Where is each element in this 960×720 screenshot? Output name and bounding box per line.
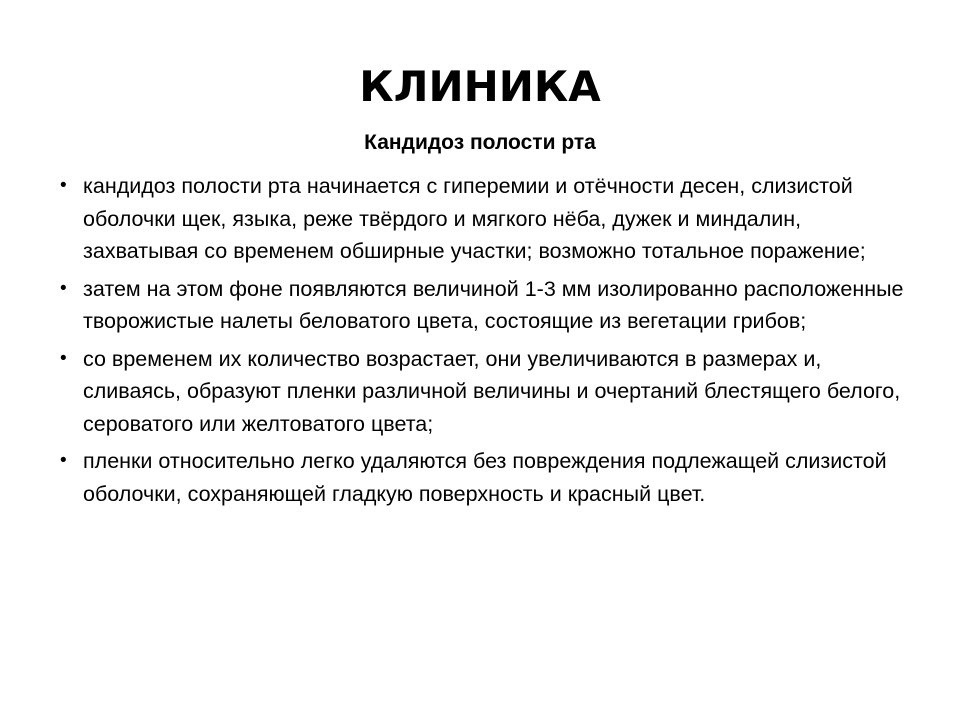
bullet-dot-icon: • [60,450,67,471]
slide-subtitle: Кандидоз полости рта [364,131,596,154]
bullet-item [60,445,920,510]
bullet-text: пленки относительно легко удаляются без повреждения подлежащей слизистой оболочки, сохраняющей гладкую поверхность и красный цвет. [83,449,887,506]
bullet-item [60,170,920,268]
bullet-list [60,170,920,515]
bullet-text: со временем их количество возрастает, они увеличиваются в размерах и, сливаясь, образуют пленки различной величины и очертаний блестящего белого, сероватого или желтоватого цвета; [83,346,901,436]
bullet-text: кандидоз полости рта начинается с гиперемии и отёчности десен, слизистой оболочки щек, языка, реже твёрдого и мягкого нёба, дужек и миндалин, захватывая со временем обширные участки; возможно тотальное поражение; [83,174,866,263]
bullet-item [60,343,920,441]
bullet-item [60,273,920,338]
slide-title: КЛИНИКА [359,62,601,111]
bullet-dot-icon: • [60,175,67,196]
bullet-text: затем на этом фоне появляются величиной 1-3 мм изолированно расположенные творожистые налеты беловатого цвета, состоящие из вегетации грибов; [83,276,904,333]
bullet-dot-icon: • [60,277,67,299]
bullet-dot-icon: • [60,347,67,369]
